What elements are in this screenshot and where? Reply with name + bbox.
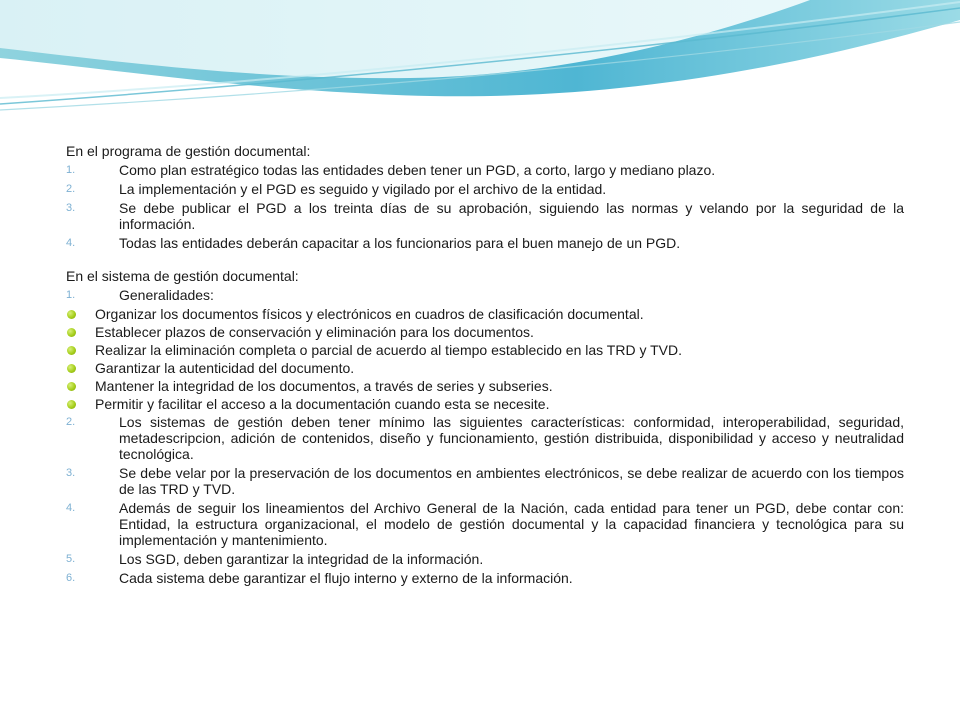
section1-list <box>66 162 904 251</box>
bullet-text: Organizar los documentos físicos y electrónicos en cuadros de clasificación documental. <box>95 306 644 322</box>
bullet-icon <box>67 364 76 373</box>
bullet-icon <box>67 310 76 319</box>
bullet-text: Mantener la integridad de los documentos, a través de series y subseries. <box>95 378 553 394</box>
section2-heading: En el sistema de gestión documental: <box>66 268 299 284</box>
section2-list <box>66 287 904 586</box>
header-wave-decoration <box>0 0 960 120</box>
list-text: Se debe velar por la preservación de los documentos en ambientes electrónicos, se debe realizar de acuerdo con los tiempos de las TRD y TVD. <box>119 465 904 497</box>
bullet-item <box>66 306 904 322</box>
bullet-icon <box>67 382 76 391</box>
bullet-icon <box>67 328 76 337</box>
list-text: La implementación y el PGD es seguido y vigilado por el archivo de la entidad. <box>119 181 607 197</box>
bullet-text: Realizar la eliminación completa o parcial de acuerdo al tiempo establecido en las TRD y TVD. <box>95 342 682 358</box>
bullet-item <box>66 396 904 412</box>
list-text: Generalidades: <box>119 287 214 303</box>
list-item <box>66 551 904 567</box>
list-item <box>66 181 904 197</box>
list-number: 4. <box>66 237 76 249</box>
list-text: Cada sistema debe garantizar el flujo interno y externo de la información. <box>119 570 573 586</box>
list-item <box>66 465 904 497</box>
list-text: Los SGD, deben garantizar la integridad de la información. <box>119 551 484 567</box>
list-number: 2. <box>66 183 76 195</box>
bullet-item <box>66 324 904 340</box>
list-number: 1. <box>66 164 76 176</box>
bullet-icon <box>67 346 76 355</box>
list-text: Como plan estratégico todas las entidades deben tener un PGD, a corto, largo y mediano plazo. <box>119 162 716 178</box>
list-text: Los sistemas de gestión deben tener mínimo las siguientes características: conformidad, interoperabilidad, seguridad, metadescripcion, adición de contenidos, diseño y funcionamiento, gestión distribuida, disponibilidad y acceso y neutralidad tecnológica. <box>119 414 904 462</box>
list-item <box>66 414 904 462</box>
list-number: 2. <box>66 416 76 428</box>
list-item <box>66 200 904 232</box>
bullet-item <box>66 360 904 376</box>
list-item <box>66 287 904 303</box>
list-text: Todas las entidades deberán capacitar a los funcionarios para el buen manejo de un PGD. <box>119 235 681 251</box>
document-body <box>66 143 904 589</box>
list-item <box>66 570 904 586</box>
list-number: 5. <box>66 553 76 565</box>
list-number: 6. <box>66 572 76 584</box>
list-number: 4. <box>66 502 76 514</box>
list-item <box>66 235 904 251</box>
bullet-text: Permitir y facilitar el acceso a la documentación cuando esta se necesite. <box>95 396 550 412</box>
list-item <box>66 500 904 548</box>
bullet-icon <box>67 400 76 409</box>
list-number: 1. <box>66 289 76 301</box>
list-text: Además de seguir los lineamientos del Archivo General de la Nación, cada entidad para tener un PGD, debe contar con: Entidad, la estructura organizacional, el modelo de gestión documental y la capacidad financiera y tecnológica para su implementación y mantenimiento. <box>119 500 904 548</box>
bullet-text: Establecer plazos de conservación y eliminación para los documentos. <box>95 324 534 340</box>
list-item <box>66 162 904 178</box>
bullet-text: Garantizar la autenticidad del documento. <box>95 360 355 376</box>
list-text: Se debe publicar el PGD a los treinta días de su aprobación, siguiendo las normas y velando por la seguridad de la información. <box>119 200 904 232</box>
list-number: 3. <box>66 202 76 214</box>
section1-heading: En el programa de gestión documental: <box>66 143 311 159</box>
list-number: 3. <box>66 467 76 479</box>
bullet-item <box>66 342 904 358</box>
bullet-item <box>66 378 904 394</box>
